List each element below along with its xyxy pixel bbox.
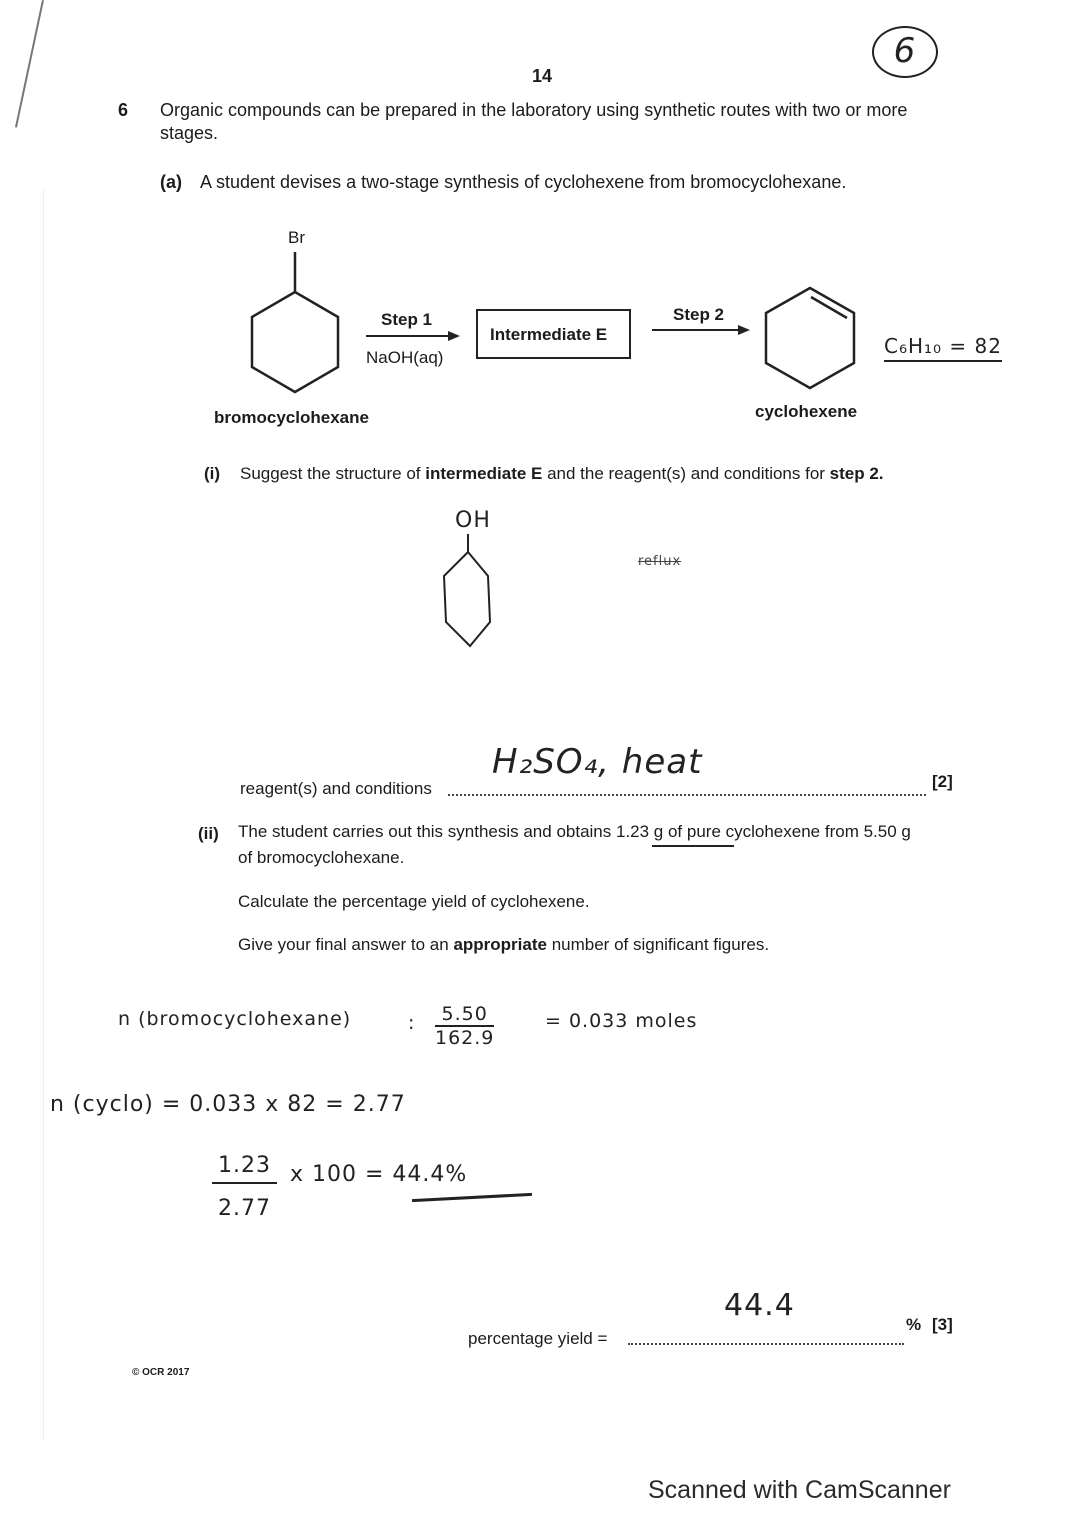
score-value: 6 [893,31,917,71]
part-ii-marks: [3] [932,1315,953,1334]
fraction-2-denominator: 2.77 [218,1196,271,1221]
yield-unit: % [906,1315,922,1334]
part-ii-text-line1: The student carries out this synthesis and obtains 1.23 g of pure cyclohexene from 5.50 g [238,822,911,841]
intermediate-label: Intermediate E [490,325,608,344]
br-label: Br [288,228,305,247]
work-line1-left: n (bromocyclohexane) [118,1008,352,1030]
part-i-text-bold2: step 2. [829,464,884,483]
underline-mark [652,845,734,847]
product-name: cyclohexene [755,402,858,421]
page-edge-mark [15,0,44,128]
yield-answer-label: percentage yield = [468,1329,608,1348]
sigfig-instruction [238,935,769,955]
part-a-label: (a) [160,172,182,192]
part-i-marks: [2] [932,772,953,791]
yield-answer-line [628,1343,904,1345]
reaction-scheme [200,220,1060,420]
scanner-watermark: Scanned with CamScanner [648,1476,951,1504]
start-material-name: bromocyclohexane [214,408,369,427]
margin-note: C₆H₁₀ = 82 [884,334,1002,362]
part-ii-label: (ii) [198,824,219,843]
part-i-text-mid: and the reagent(s) and conditions for [542,464,830,483]
sigfig-pre: Give your final answer to an [238,935,454,954]
step1-arrowhead [448,331,460,341]
part-a-text: A student devises a two-stage synthesis of cyclohexene from bromocyclohexane. [200,172,847,192]
step2-arrowhead [738,325,750,335]
page-edge-mark [43,190,44,1440]
fraction-2 [212,1153,277,1221]
reagents-answer-value: H₂SO₄, heat [492,742,703,782]
question-number: 6 [118,100,129,120]
fraction-1-denominator: 162.9 [435,1027,495,1049]
fraction-1-numerator: 5.50 [435,1003,494,1027]
reagents-answer-line [448,794,926,796]
sigfig-post: number of significant figures. [546,935,770,954]
cyclohexanol-drawing [420,530,530,660]
work-line1-result: = 0.033 moles [545,1010,698,1032]
oh-label: OH [455,508,491,533]
part-i-text-pre: Suggest the structure of [240,464,426,483]
reagents-answer-label: reagent(s) and conditions [240,779,432,798]
part-ii-text-line2: of bromocyclohexane. [238,848,405,867]
cyclohexanol-ring [444,552,490,646]
part-i-question [240,464,884,484]
calc-prompt: Calculate the percentage yield of cyclohexene. [238,892,590,911]
sigfig-bold: appropriate [453,935,547,954]
step1-label: Step 1 [381,310,433,329]
crossed-out-word: reflux [638,554,682,569]
cyclohexene-ring [766,288,854,388]
copyright: © OCR 2017 [132,1367,190,1378]
work-line3-rest: x 100 = 44.4% [290,1162,468,1187]
answer-underline [412,1193,532,1202]
work-line2: n (cyclo) = 0.033 x 82 = 2.77 [50,1092,406,1117]
score-circle [872,26,938,78]
work-line1-eq: : [408,1012,416,1034]
step2-label: Step 2 [673,305,725,324]
bromocyclohexane-ring [252,292,338,392]
fraction-2-numerator: 1.23 [212,1153,277,1184]
part-i-text-bold1: intermediate E [425,464,543,483]
fraction-1 [435,1003,494,1049]
part-i-label: (i) [204,464,221,483]
question-intro-line2: stages. [160,123,219,143]
question-intro-line1: Organic compounds can be prepared in the laboratory using synthetic routes with two or more [160,100,908,120]
page-number: 14 [532,66,553,86]
yield-answer-value: 44.4 [724,1288,795,1323]
step1-reagent: NaOH(aq) [366,348,444,367]
